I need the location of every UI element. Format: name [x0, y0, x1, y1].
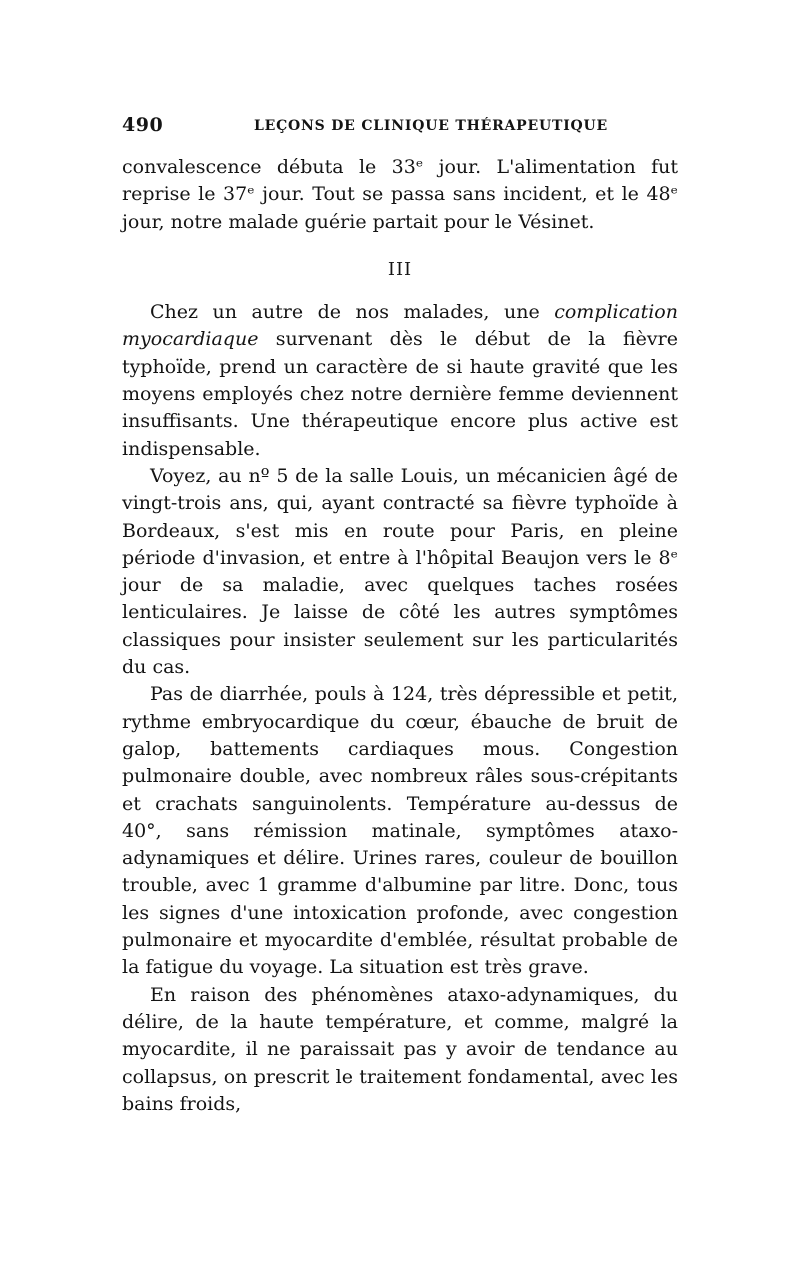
running-head: [122, 108, 678, 138]
paragraph-5: En raison des phénomènes ataxo-adynamiques, du délire, de la haute température, et comme, malgré la myocardite, il ne paraissait pas y avoir de tendance au collapsus, on prescrit le traitement fondamental, avec les bains froids,: [122, 983, 678, 1115]
paragraph-2-end: survenant dès le début de la fièvre typhoïde, prend un caractère de si haute gravité que les moyens employés chez notre dernière femme deviennent insuffisants. Une thérapeutique encore plus active est indispensable.: [122, 328, 678, 460]
body-text: [122, 154, 678, 1118]
paragraph-4: Pas de diarrhée, pouls à 124, très dépressible et petit, rythme embryocardique du cœur, ébauche de bruit de galop, battements cardiaques mous. Congestion pulmonaire double, avec nombreux râles sous-crépitants et crachats sanguinolents. Température au-dessus de 40°, sans rémission matinale, symptômes ataxo-adynamiques et délire. Urines rares, couleur de bouillon trouble, avec 1 gramme d'albumine par litre. Donc, tous les signes d'une intoxication profonde, avec congestion pulmonaire et myocardite d'emblée, résultat probable de la fatigue du voyage. La situation est très grave.: [122, 683, 678, 979]
paragraph-2-start: Chez un autre de nos malades, une: [150, 301, 555, 324]
section-number: III: [387, 258, 413, 280]
paragraph-2: [122, 299, 678, 463]
paragraph-1: convalescence débuta le 33ᵉ jour. L'alimentation fut reprise le 37ᵉ jour. Tout se passa sans incident, et le 48ᵉ jour, notre malade guérie partait pour le Vésinet.: [122, 156, 678, 233]
book-page: [122, 108, 678, 1118]
paragraph-3: Voyez, au nº 5 de la salle Louis, un mécanicien âgé de vingt-trois ans, qui, ayant contracté sa fièvre typhoïde à Bordeaux, s'est mis en route pour Paris, en pleine période d'invasion, et entre à l'hôpital Beaujon vers le 8ᵉ jour de sa maladie, avec quelques taches rosées lenticulaires. Je laisse de côté les autres symptômes classiques pour insister seulement sur les particularités du cas.: [122, 464, 678, 679]
paragraph-2-italic: complication myocardiaque: [122, 301, 678, 351]
page-number: 490: [122, 114, 164, 136]
running-title: LEÇONS DE CLINIQUE THÉRAPEUTIQUE: [254, 118, 609, 134]
